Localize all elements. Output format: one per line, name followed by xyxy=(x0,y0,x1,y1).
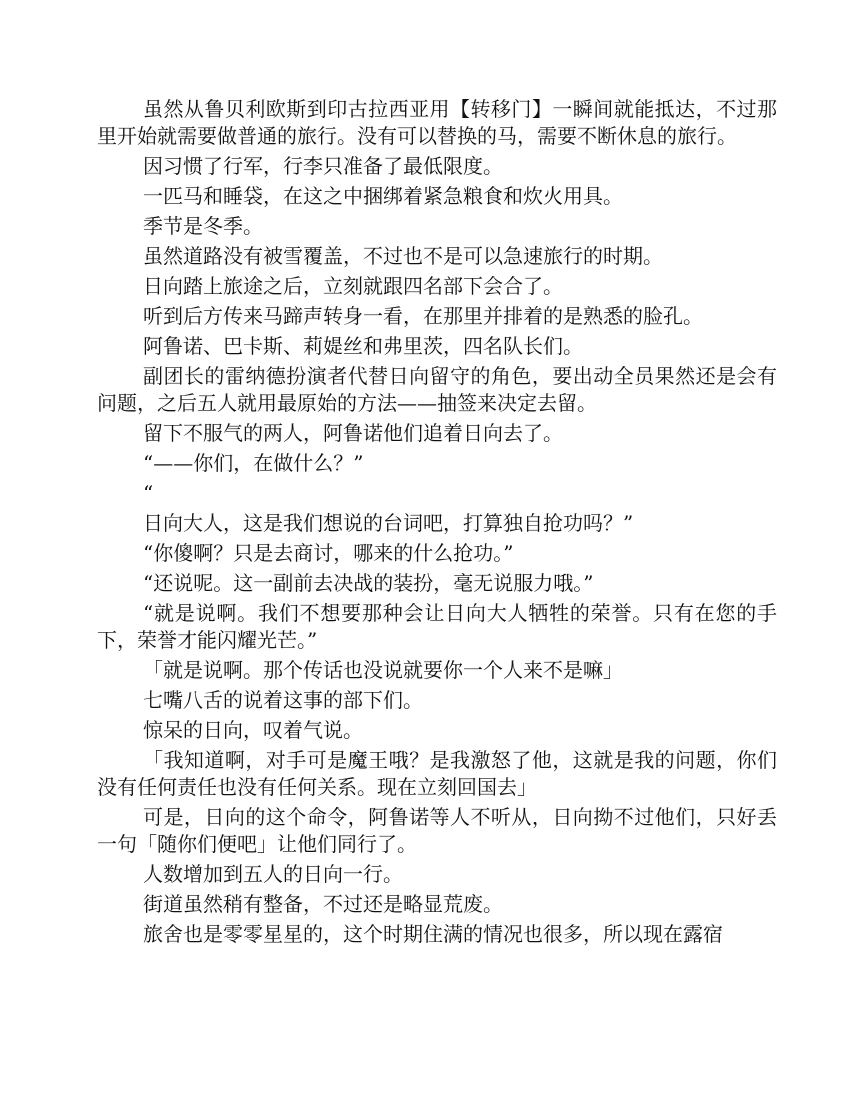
paragraph: 因习惯了行军，行李只准备了最低限度。 xyxy=(143,154,503,178)
paragraph: 旅舍也是零零星星的，这个时期住满的情况也很多，所以现在露宿 xyxy=(143,922,723,946)
paragraph: 七嘴八舌的说着这事的部下们。 xyxy=(143,688,423,712)
paragraph: 「就是说啊。那个传话也没说就要你一个人来不是嘛」 xyxy=(143,658,623,682)
paragraph: 一匹马和睡袋，在这之中捆绑着紧急粮食和炊火用具。 xyxy=(143,184,623,208)
document-body xyxy=(97,96,777,951)
paragraph: “ xyxy=(143,481,154,505)
paragraph: 日向踏上旅途之后，立刻就跟四名部下会合了。 xyxy=(143,274,563,298)
paragraph: 虽然道路没有被雪覆盖，不过也不是可以急速旅行的时期。 xyxy=(143,244,663,268)
paragraph: 副团长的雷纳德扮演者代替日向留守的角色，要出动全员果然还是会有问题，之后五人就用最原始的方法——抽签来决定去留。 xyxy=(97,364,777,415)
paragraph: 听到后方传来马蹄声转身一看，在那里并排着的是熟悉的脸孔。 xyxy=(143,304,703,328)
paragraph: 可是，日向的这个命令，阿鲁诺等人不听从，日向拗不过他们，只好丢一句「随你们便吧」让他们同行了。 xyxy=(97,805,777,856)
paragraph: 惊呆的日向，叹着气说。 xyxy=(143,718,363,742)
paragraph: “还说呢。这一副前去决战的装扮，毫无说服力哦。” xyxy=(143,571,594,595)
paragraph: 街道虽然稍有整备，不过还是略显荒废。 xyxy=(143,892,503,916)
paragraph: “就是说啊。我们不想要那种会让日向大人牺牲的荣誉。只有在您的手下，荣誉才能闪耀光芒。” xyxy=(97,601,777,652)
paragraph: 人数增加到五人的日向一行。 xyxy=(143,862,403,886)
paragraph: 「我知道啊，对手可是魔王哦？是我激怒了他，这就是我的问题，你们没有任何责任也没有任何关系。现在立刻回国去」 xyxy=(97,748,777,799)
paragraph: 季节是冬季。 xyxy=(143,214,263,238)
paragraph: 日向大人，这是我们想说的台词吧，打算独自抢功吗？” xyxy=(143,511,634,535)
paragraph: “——你们，在做什么？” xyxy=(143,451,364,475)
paragraph: 阿鲁诺、巴卡斯、莉媞丝和弗里茨，四名队长们。 xyxy=(143,334,583,358)
paragraph: “你傻啊？只是去商讨，哪来的什么抢功。” xyxy=(143,541,514,565)
paragraph: 留下不服气的两人，阿鲁诺他们追着日向去了。 xyxy=(143,421,563,445)
paragraph: 虽然从鲁贝利欧斯到印古拉西亚用【转移门】一瞬间就能抵达，不过那里开始就需要做普通的旅行。没有可以替换的马，需要不断休息的旅行。 xyxy=(97,97,777,148)
